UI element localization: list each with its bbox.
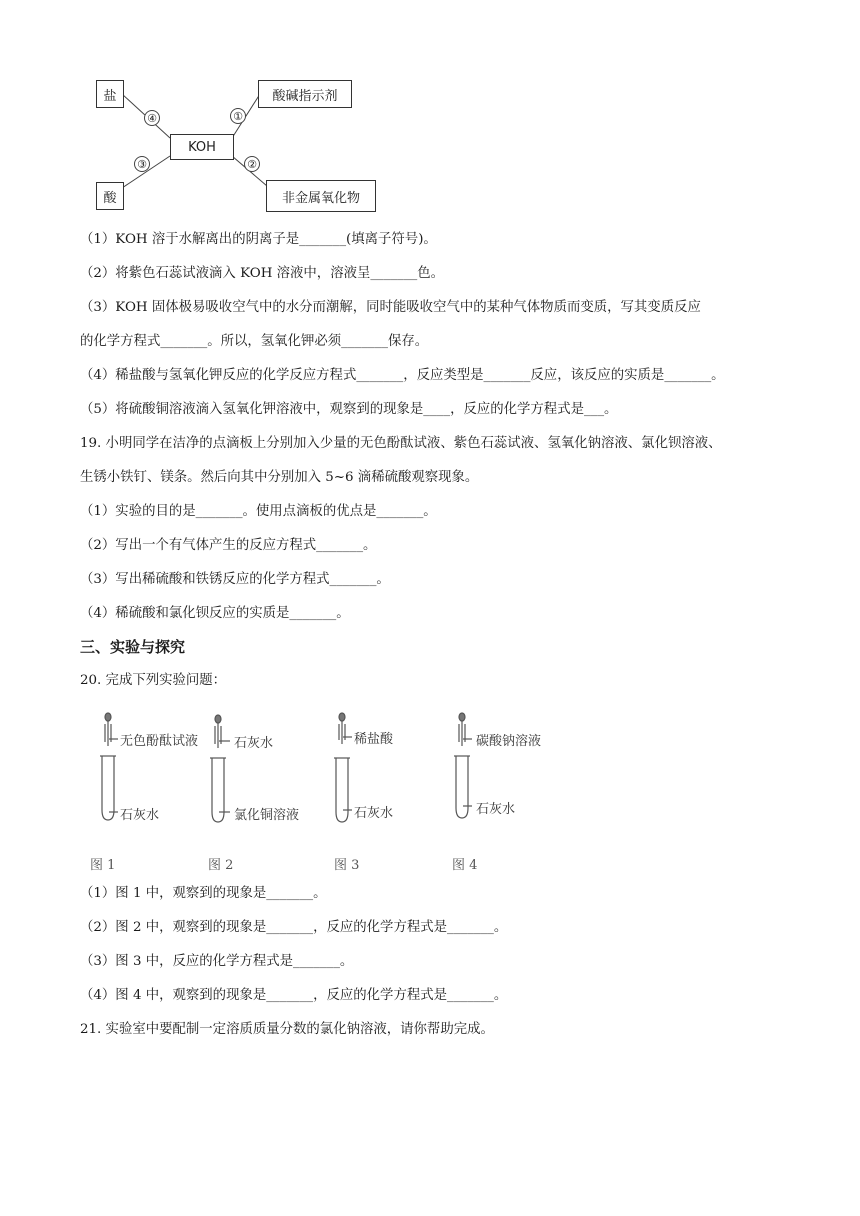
q20-item-1: （1）图 1 中，观察到的现象是_______。 (80, 886, 327, 901)
oxide-box: 非金属氧化物 (266, 180, 376, 212)
section-heading: 三、实验与探究 (80, 638, 186, 656)
label-2: ② (244, 156, 260, 172)
fig2-dropper-label: 石灰水 (234, 736, 274, 751)
q19-item-4: （4）稀硫酸和氯化钡反应的实质是_______。 (80, 606, 350, 621)
acid-box: 酸 (96, 182, 124, 210)
koh-center-box: KOH (170, 134, 234, 160)
dropper-4 (459, 713, 465, 746)
fig3-tube-label: 石灰水 (354, 806, 394, 821)
q18-item-3a: （3）KOH 固体极易吸收空气中的水分而潮解，同时能吸收空气中的某种气体物质而变质，写其变质反应 (80, 300, 701, 315)
tube-4 (456, 756, 468, 818)
fig4-tube-label: 石灰水 (476, 802, 516, 817)
fig1-caption: 图 1 (90, 858, 116, 873)
test-tube-figures (90, 708, 570, 878)
q18-item-3b: 的化学方程式_______。所以，氢氧化钾必须_______保存。 (80, 334, 429, 349)
q20-item-4: （4）图 4 中，观察到的现象是_______，反应的化学方程式是_______。 (80, 988, 508, 1003)
q20-stem: 20. 完成下列实验问题： (80, 673, 227, 688)
q18-item-1: （1）KOH 溶于水解离出的阴离子是_______(填离子符号)。 (80, 232, 437, 247)
q18-item-5: （5）将硫酸铜溶液滴入氢氧化钾溶液中，观察到的现象是____，反应的化学方程式是___。 (80, 402, 618, 417)
fig1-tube-label: 石灰水 (120, 808, 160, 823)
q18-item-2: （2）将紫色石蕊试液滴入 KOH 溶液中，溶液呈_______色。 (80, 266, 445, 281)
koh-reaction-diagram (92, 76, 392, 216)
dropper-1 (105, 713, 111, 746)
fig3-dropper-label: 稀盐酸 (354, 732, 394, 747)
q20-item-2: （2）图 2 中，观察到的现象是_______，反应的化学方程式是_______。 (80, 920, 508, 935)
indicator-box: 酸碱指示剂 (258, 80, 352, 108)
q19-item-2: （2）写出一个有气体产生的反应方程式_______。 (80, 538, 377, 553)
q19-item-3: （3）写出稀硫酸和铁锈反应的化学方程式_______。 (80, 572, 390, 587)
q19-stem-b: 生锈小铁钉、镁条。然后向其中分别加入 5~6 滴稀硫酸观察现象。 (80, 470, 479, 485)
q21-stem: 21. 实验室中要配制一定溶质质量分数的氯化钠溶液，请你帮助完成。 (80, 1022, 494, 1037)
fig2-caption: 图 2 (208, 858, 234, 873)
q19-item-1: （1）实验的目的是_______。使用点滴板的优点是_______。 (80, 504, 437, 519)
label-1: ① (230, 108, 246, 124)
tube-3 (336, 758, 348, 822)
q19-stem-a: 19. 小明同学在洁净的点滴板上分别加入少量的无色酚酞试液、紫色石蕊试液、氢氧化钠溶液、氯化钡溶液、 (80, 436, 722, 451)
fig4-caption: 图 4 (452, 858, 478, 873)
fig3-caption: 图 3 (334, 858, 360, 873)
q20-item-3: （3）图 3 中，反应的化学方程式是_______。 (80, 954, 354, 969)
label-4: ④ (144, 110, 160, 126)
salt-box: 盐 (96, 80, 124, 108)
q18-item-4: （4）稀盐酸与氢氧化钾反应的化学反应方程式_______，反应类型是_______反应，该反应的实质是_______。 (80, 368, 725, 383)
dropper-3 (339, 713, 345, 744)
fig4-dropper-label: 碳酸钠溶液 (476, 734, 542, 749)
label-3: ③ (134, 156, 150, 172)
tube-1 (102, 756, 114, 820)
fig2-tube-label: 氯化铜溶液 (234, 808, 300, 823)
fig1-dropper-label: 无色酚酞试液 (120, 734, 199, 749)
dropper-2 (215, 715, 221, 748)
